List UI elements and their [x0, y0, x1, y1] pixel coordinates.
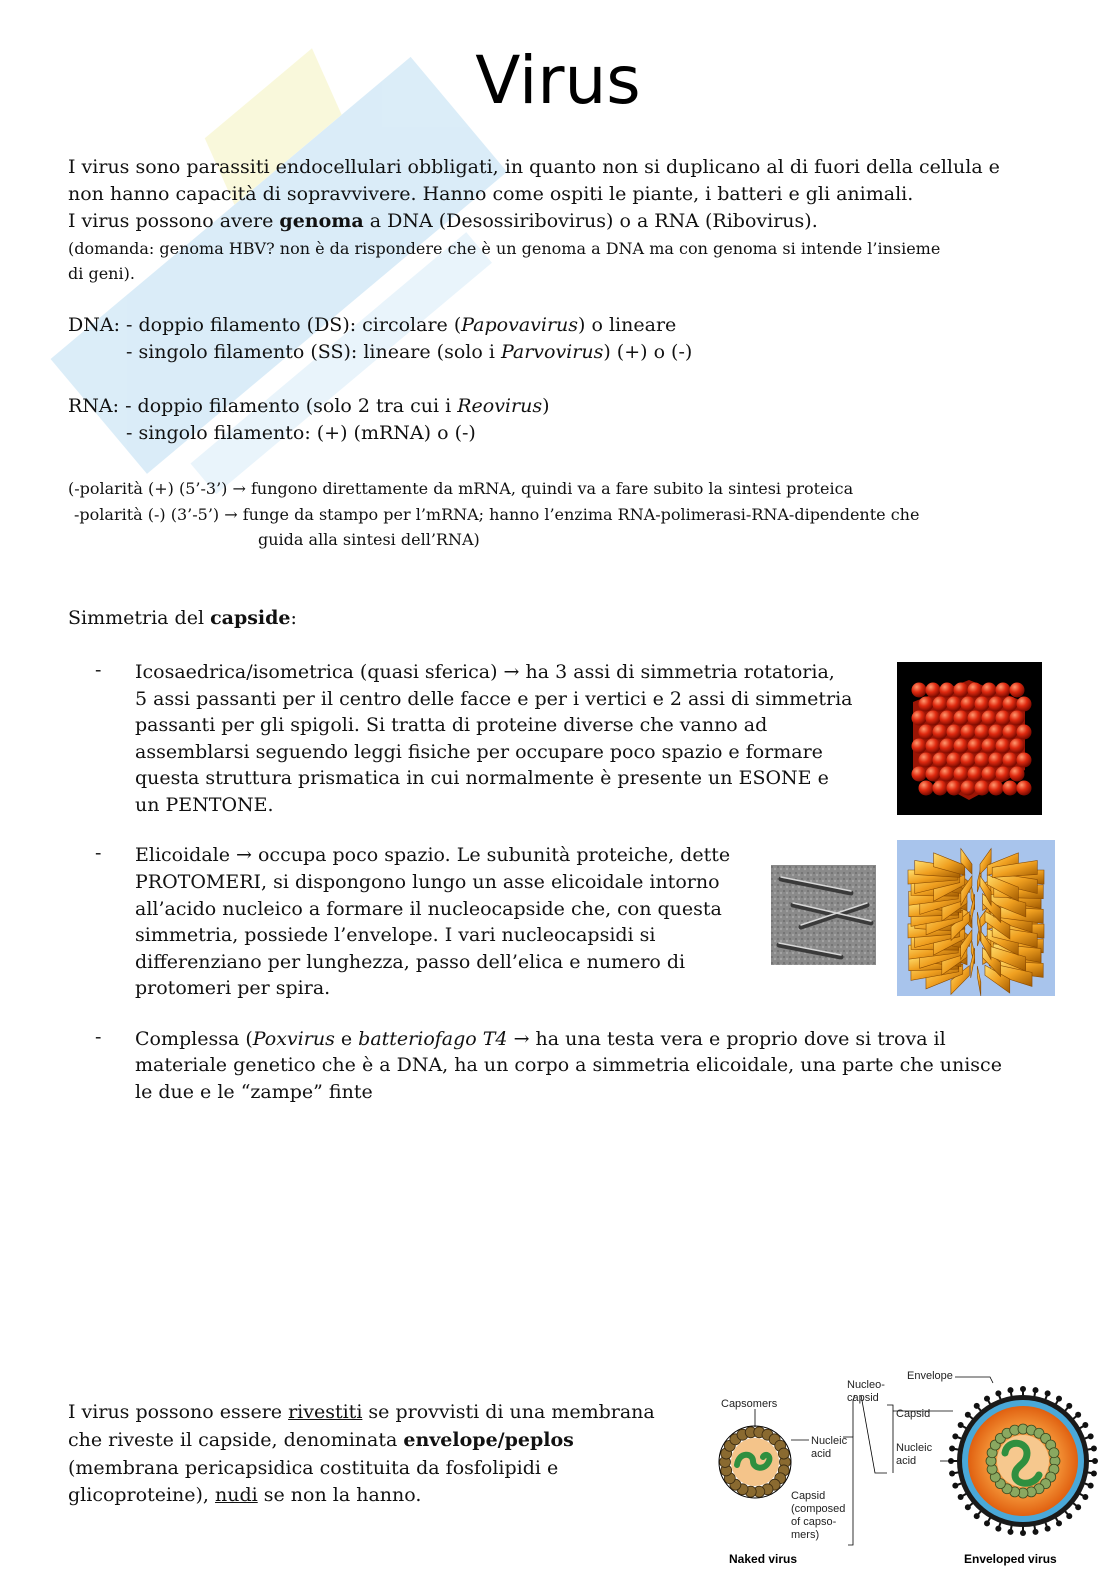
- ico-line-4: assemblarsi seguendo leggi fisiche per occupare poco spazio e formare: [135, 741, 823, 763]
- caption-naked-virus: Naked virus: [729, 1552, 798, 1566]
- polarity-line-1: (-polarità (+) (5’-3’) → fungono direttamente da mRNA, quindi va a fare subito la sintesi proteica: [68, 479, 854, 498]
- polarity-line-3: guida alla sintesi dell’RNA): [258, 530, 480, 549]
- env-line-2: che riveste il capside, denominata envelope/peplos: [68, 1429, 574, 1451]
- label-nucleic-acid-env-1: Nucleic: [896, 1442, 933, 1454]
- enveloped-virus-figure: [948, 1386, 1098, 1536]
- label-nucleic-acid-1: Nucleic: [811, 1435, 848, 1447]
- intro-line-1: I virus sono parassiti endocellulari obbligati, in quanto non si duplicano al di fuori della cellula e: [68, 156, 1000, 178]
- env-line-4: glicoproteine), nudi se non la hanno.: [68, 1484, 422, 1506]
- arrow-icon: →: [232, 479, 246, 498]
- bullet-dash: -: [95, 659, 102, 681]
- arrow-icon: →: [224, 505, 238, 524]
- label-capsid-composed-3: of capso-: [791, 1516, 837, 1528]
- genoma-term: genoma: [279, 210, 364, 232]
- ico-line-1: Icosaedrica/isometrica (quasi sferica) → ha 3 assi di simmetria rotatoria,: [135, 661, 835, 683]
- dna-line-2: - singolo filamento (SS): lineare (solo i Parvovirus) (+) o (-): [126, 341, 693, 363]
- ico-line-3: passanti per gli spigoli. Si tratta di proteine diverse che vanno ad: [135, 714, 768, 736]
- label-envelope: Envelope: [907, 1370, 953, 1382]
- label-capsid-composed-4: mers): [791, 1529, 820, 1541]
- intro-line-3: I virus possono avere genoma a DNA (Desossiribovirus) o a RNA (Ribovirus).: [68, 210, 818, 232]
- com-line-3: le due e le “zampe” finte: [135, 1081, 373, 1103]
- label-capsid: Capsid: [896, 1408, 931, 1420]
- eli-line-1: Elicoidale → occupa poco spazio. Le subunità proteiche, dette: [135, 844, 731, 866]
- label-nucleocapsid-1: Nucleo-: [847, 1379, 885, 1391]
- rna-line-1: RNA: - doppio filamento (solo 2 tra cui i Reovirus): [68, 395, 550, 417]
- ico-line-2: 5 assi passanti per il centro delle facce e per i vertici e 2 assi di simmetria: [135, 688, 853, 710]
- bullet-dash: -: [95, 842, 102, 864]
- ico-line-5: questa struttura prismatica in cui normalmente è presente un ESONE e: [135, 767, 829, 789]
- polarity-line-2: -polarità (-) (3’-5’) → funge da stampo per l’mRNA; hanno l’enzima RNA-polimerasi-RNA-dipendente che: [74, 505, 920, 524]
- com-line-2: materiale genetico che è a DNA, ha un corpo a simmetria elicoidale, una parte che unisce: [135, 1054, 1002, 1076]
- arrow-icon: →: [513, 1028, 530, 1050]
- env-line-1: I virus possono essere rivestiti se provvisti di una membrana: [68, 1401, 655, 1423]
- eli-line-4: simmetria, possiede l’envelope. I vari nucleocapsidi si: [135, 924, 656, 946]
- intro-note-2: di geni).: [68, 264, 135, 283]
- rna-line-2: - singolo filamento: (+) (mRNA) o (-): [126, 422, 476, 444]
- intro-line-2: non hanno capacità di sopravvivere. Hanno come ospiti le piante, i batteri e gli animali.: [68, 183, 914, 205]
- com-line-1: Complessa (Poxvirus e batteriofago T4 → ha una testa vera e proprio dove si trova il: [135, 1028, 946, 1050]
- eli-line-5: differenziano per lunghezza, passo dell’elica e numero di: [135, 951, 686, 973]
- label-nucleic-acid-2: acid: [811, 1448, 832, 1460]
- arrow-icon: →: [503, 661, 520, 683]
- label-nucleocapsid-2: capsid: [847, 1392, 879, 1404]
- env-line-3: (membrana pericapsidica costituita da fosfolipidi e: [68, 1457, 559, 1479]
- icosahedral-capsid-image: [897, 662, 1042, 815]
- helical-capsid-image: [897, 840, 1055, 996]
- label-capsid-composed-1: Capsid: [791, 1490, 826, 1502]
- caption-enveloped-virus: Enveloped virus: [964, 1552, 1057, 1566]
- helical-micrograph-image: [771, 865, 876, 965]
- label-nucleic-acid-env-2: acid: [896, 1455, 917, 1467]
- dna-line-1: DNA: - doppio filamento (DS): circolare (Papovavirus) o lineare: [68, 314, 677, 336]
- label-capsomers: Capsomers: [721, 1398, 778, 1410]
- eli-line-6: protomeri per spira.: [135, 977, 331, 999]
- bullet-dash: -: [95, 1026, 102, 1048]
- label-capsid-composed-2: (composed: [791, 1503, 846, 1515]
- eli-line-3: all’acido nucleico a formare il nucleocapside che, con questa: [135, 898, 722, 920]
- capside-heading: Simmetria del capside:: [68, 607, 297, 629]
- naked-virus-figure: [719, 1426, 791, 1498]
- page-title: Virus: [475, 42, 641, 119]
- ico-line-6: un PENTONE.: [135, 794, 274, 816]
- eli-line-2: PROTOMERI, si dispongono lungo un asse elicoidale intorno: [135, 871, 720, 893]
- intro-note-1: (domanda: genoma HBV? non è da rispondere che è un genoma a DNA ma con genoma si intende l’insieme: [68, 239, 941, 258]
- arrow-icon: →: [236, 844, 252, 866]
- virus-structure-diagram: [715, 1365, 1105, 1570]
